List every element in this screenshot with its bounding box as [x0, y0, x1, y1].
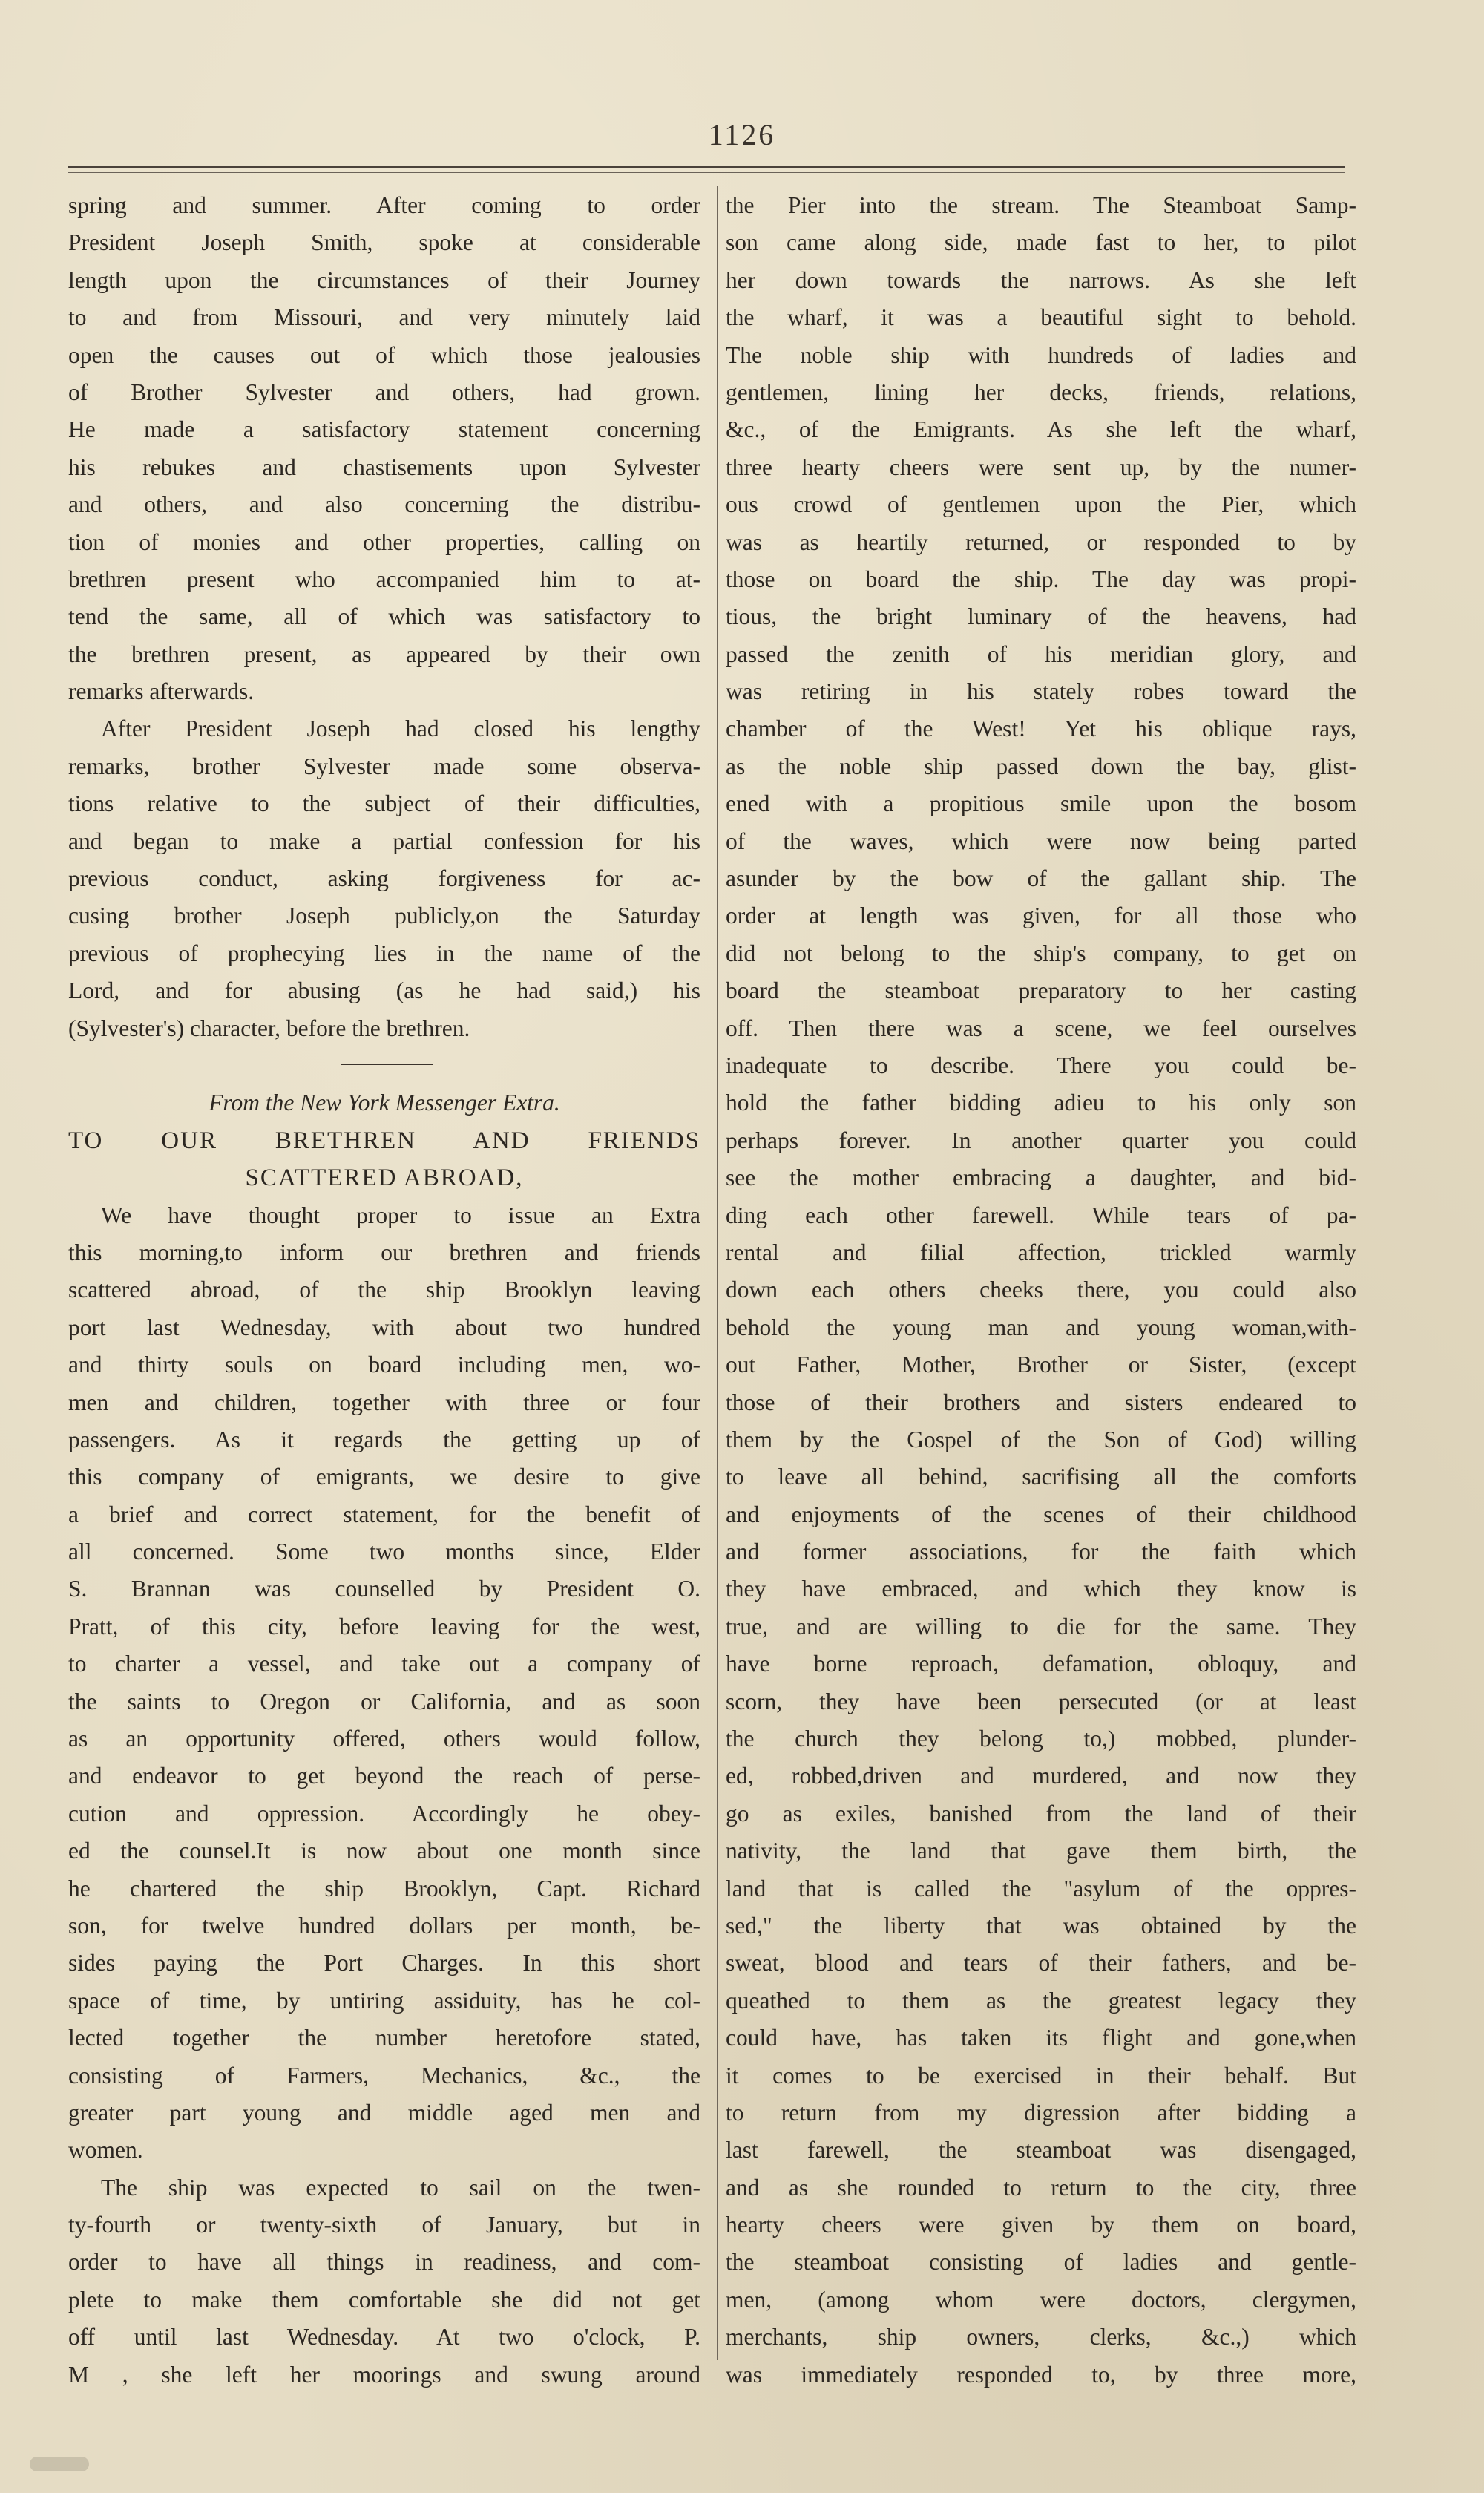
- article-heading-line-1: TO OUR BRETHREN AND FRIENDS: [68, 1127, 700, 1154]
- text-line: plete to make them comfortable she did not get: [68, 2286, 700, 2313]
- text-line: tions relative to the subject of their difficulties,: [68, 790, 700, 817]
- section-divider: [68, 1047, 700, 1084]
- text-line: order to have all things in readiness, and com-: [68, 2249, 700, 2276]
- text-line: three hearty cheers were sent up, by the numer-: [726, 453, 1356, 480]
- text-line: those of their brothers and sisters endeared to: [726, 1389, 1356, 1415]
- text-line: merchants, ship owners, clerks, &c.,) which: [726, 2324, 1356, 2351]
- text-line: (Sylvester's) character, before the brethren.: [68, 1015, 470, 1041]
- text-line: off. Then there was a scene, we feel ourselves: [726, 1015, 1356, 1041]
- text-line: spring and summer. After coming to order: [68, 192, 700, 218]
- text-line: Lord, and for abusing (as he had said,) his: [68, 977, 700, 1004]
- page-number: 1126: [708, 118, 776, 151]
- text-line: previous of prophecying lies in the name of the: [68, 940, 700, 966]
- text-line: her down towards the narrows. As she left: [726, 266, 1356, 293]
- text-line: We have thought proper to issue an Extra: [101, 1202, 700, 1228]
- text-line: chamber of the West! Yet his oblique rays,: [726, 715, 1356, 742]
- text-line: gentlemen, lining her decks, friends, relations,: [726, 379, 1356, 405]
- text-line: off until last Wednesday. At two o'clock, P.: [68, 2324, 700, 2351]
- right-column: [726, 187, 1356, 2394]
- article-heading-line-2: SCATTERED ABROAD,: [245, 1164, 524, 1192]
- text-line: to and from Missouri, and very minutely laid: [68, 304, 700, 331]
- text-line: port last Wednesday, with about two hundred: [68, 1314, 700, 1340]
- left-column: [68, 187, 700, 2394]
- left-column-article-body: [68, 1197, 700, 2394]
- text-line: M , she left her moorings and swung around: [68, 2361, 700, 2388]
- text-line: scorn, they have been persecuted (or at least: [726, 1688, 1356, 1714]
- text-line: it comes to be exercised in their behalf. But: [726, 2062, 1356, 2089]
- text-line: as an opportunity offered, others would follow,: [68, 1726, 700, 1752]
- text-line: queathed to them as the greatest legacy they: [726, 1987, 1356, 2014]
- text-line: last farewell, the steamboat was disengaged,: [726, 2137, 1356, 2163]
- header-rule-thin: [68, 172, 1345, 173]
- text-line: Pratt, of this city, before leaving for the west,: [68, 1613, 700, 1639]
- text-line: sweat, blood and tears of their fathers, and be-: [726, 1950, 1356, 1976]
- text-line: The noble ship with hundreds of ladies and: [726, 341, 1356, 368]
- text-line: could have, has taken its flight and gone,when: [726, 2025, 1356, 2051]
- text-line: lected together the number heretofore stated,: [68, 2025, 700, 2051]
- text-line: ened with a propitious smile upon the bosom: [726, 790, 1356, 817]
- text-line: to return from my digression after bidding a: [726, 2099, 1356, 2126]
- text-line: cusing brother Joseph publicly,on the Saturday: [68, 902, 700, 929]
- text-line: land that is called the "asylum of the oppres-: [726, 1875, 1356, 1901]
- text-line: his rebukes and chastisements upon Sylvester: [68, 453, 700, 480]
- text-line: President Joseph Smith, spoke at considerable: [68, 229, 700, 256]
- text-line: cution and oppression. Accordingly he obey-: [68, 1800, 700, 1827]
- text-line: The ship was expected to sail on the twen-: [101, 2174, 700, 2201]
- text-line: passed the zenith of his meridian glory, and: [726, 641, 1356, 667]
- text-line: asunder by the bow of the gallant ship. The: [726, 865, 1356, 892]
- text-line: S. Brannan was counselled by President O.: [68, 1576, 700, 1602]
- text-line: the church they belong to,) mobbed, plunder-: [726, 1726, 1356, 1752]
- text-line: and others, and also concerning the distribu-: [68, 491, 700, 518]
- text-line: the wharf, it was a beautiful sight to behold.: [726, 304, 1356, 331]
- text-line: passengers. As it regards the getting up of: [68, 1426, 700, 1452]
- divider-rule: [341, 1064, 433, 1065]
- right-column-article-body: [726, 187, 1356, 2394]
- text-line: see the mother embracing a daughter, and bid-: [726, 1164, 1356, 1191]
- text-line: sed," the liberty that was obtained by the: [726, 1912, 1356, 1939]
- text-line: After President Joseph had closed his lengthy: [101, 715, 700, 742]
- text-line: to leave all behind, sacrifising all the comforts: [726, 1464, 1356, 1490]
- text-line: was as heartily returned, or responded to by: [726, 528, 1356, 555]
- text-line: tious, the bright luminary of the heavens, had: [726, 603, 1356, 630]
- text-line: this morning,to inform our brethren and friends: [68, 1239, 700, 1265]
- text-line: out Father, Mother, Brother or Sister, (except: [726, 1352, 1356, 1378]
- left-column-report: [68, 187, 700, 1047]
- text-line: hearty cheers were given by them on board,: [726, 2212, 1356, 2238]
- text-line: hold the father bidding adieu to his only son: [726, 1090, 1356, 1116]
- text-line: open the causes out of which those jealousies: [68, 341, 700, 368]
- text-line: and endeavor to get beyond the reach of perse-: [68, 1763, 700, 1789]
- text-line: women.: [68, 2137, 143, 2163]
- text-line: consisting of Farmers, Mechanics, &c., the: [68, 2062, 700, 2089]
- text-line: and thirty souls on board including men, wo-: [68, 1352, 700, 1378]
- text-line: remarks afterwards.: [68, 678, 255, 705]
- text-line: scattered abroad, of the ship Brooklyn leaving: [68, 1277, 700, 1303]
- text-line: board the steamboat preparatory to her casting: [726, 977, 1356, 1004]
- text-line: the steamboat consisting of ladies and gentle-: [726, 2249, 1356, 2276]
- text-line: this company of emigrants, we desire to give: [68, 1464, 700, 1490]
- text-line: ed, robbed,driven and murdered, and now they: [726, 1763, 1356, 1789]
- text-line: men, (among whom were doctors, clergymen,: [726, 2286, 1356, 2313]
- text-line: all concerned. Some two months since, Elder: [68, 1539, 700, 1565]
- text-line: the Pier into the stream. The Steamboat Samp-: [726, 192, 1356, 218]
- text-line: and began to make a partial confession for his: [68, 828, 700, 854]
- text-line: greater part young and middle aged men and: [68, 2099, 700, 2126]
- text-line: did not belong to the ship's company, to get on: [726, 940, 1356, 966]
- text-line: they have embraced, and which they know is: [726, 1576, 1356, 1602]
- text-line: was retiring in his stately robes toward the: [726, 678, 1356, 705]
- text-line: the saints to Oregon or California, and as soon: [68, 1688, 700, 1714]
- column-divider: [717, 186, 718, 2360]
- text-line: to charter a vessel, and take out a company of: [68, 1651, 700, 1677]
- text-line: men and children, together with three or four: [68, 1389, 700, 1415]
- text-line: brethren present who accompanied him to at-: [68, 566, 700, 592]
- text-line: he chartered the ship Brooklyn, Capt. Richard: [68, 1875, 700, 1901]
- text-line: son came along side, made fast to her, to pilot: [726, 229, 1356, 256]
- text-line: rental and filial affection, trickled warmly: [726, 1239, 1356, 1265]
- text-line: of the waves, which were now being parted: [726, 828, 1356, 854]
- text-line: previous conduct, asking forgiveness for ac-: [68, 865, 700, 892]
- text-line: those on board the ship. The day was propi-: [726, 566, 1356, 592]
- printer-mark-icon: [70, 1058, 114, 1071]
- header-rule: [68, 166, 1345, 168]
- text-line: ous crowd of gentlemen upon the Pier, which: [726, 491, 1356, 518]
- text-line: length upon the circumstances of their Journey: [68, 266, 700, 293]
- text-line: ed the counsel.It is now about one month since: [68, 1838, 700, 1864]
- text-line: He made a satisfactory statement concerning: [68, 416, 700, 443]
- text-line: tion of monies and other properties, calling on: [68, 528, 700, 555]
- text-line: behold the young man and young woman,with-: [726, 1314, 1356, 1340]
- text-line: and former associations, for the faith which: [726, 1539, 1356, 1565]
- text-line: &c., of the Emigrants. As she left the wharf,: [726, 416, 1356, 443]
- text-line: them by the Gospel of the Son of God) willing: [726, 1426, 1356, 1452]
- text-line: inadequate to describe. There you could be-: [726, 1052, 1356, 1078]
- text-line: of Brother Sylvester and others, had grown.: [68, 379, 700, 405]
- text-line: perhaps forever. In another quarter you could: [726, 1127, 1356, 1153]
- text-line: space of time, by untiring assiduity, has he col-: [68, 1987, 700, 2014]
- text-line: have borne reproach, defamation, obloquy, and: [726, 1651, 1356, 1677]
- source-credit: From the New York Messenger Extra.: [209, 1090, 560, 1116]
- text-line: and as she rounded to return to the city, three: [726, 2174, 1356, 2201]
- text-line: nativity, the land that gave them birth, the: [726, 1838, 1356, 1864]
- page-smudge: [30, 2457, 89, 2471]
- text-line: was immediately responded to, by three more,: [726, 2361, 1356, 2388]
- text-line: a brief and correct statement, for the benefit of: [68, 1501, 700, 1527]
- text-line: ding each other farewell. While tears of pa-: [726, 1202, 1356, 1228]
- text-line: down each others cheeks there, you could also: [726, 1277, 1356, 1303]
- text-line: the brethren present, as appeared by their own: [68, 641, 700, 667]
- text-line: and enjoyments of the scenes of their childhood: [726, 1501, 1356, 1527]
- text-line: tend the same, all of which was satisfactory to: [68, 603, 700, 630]
- text-line: sides paying the Port Charges. In this short: [68, 1950, 700, 1976]
- text-line: remarks, brother Sylvester made some observa-: [68, 753, 700, 779]
- text-line: order at length was given, for all those who: [726, 902, 1356, 929]
- text-line: go as exiles, banished from the land of their: [726, 1800, 1356, 1827]
- text-line: as the noble ship passed down the bay, glist-: [726, 753, 1356, 779]
- text-line: true, and are willing to die for the same. They: [726, 1613, 1356, 1639]
- text-line: ty-fourth or twenty-sixth of January, but in: [68, 2212, 700, 2238]
- text-line: son, for twelve hundred dollars per month, be-: [68, 1912, 700, 1939]
